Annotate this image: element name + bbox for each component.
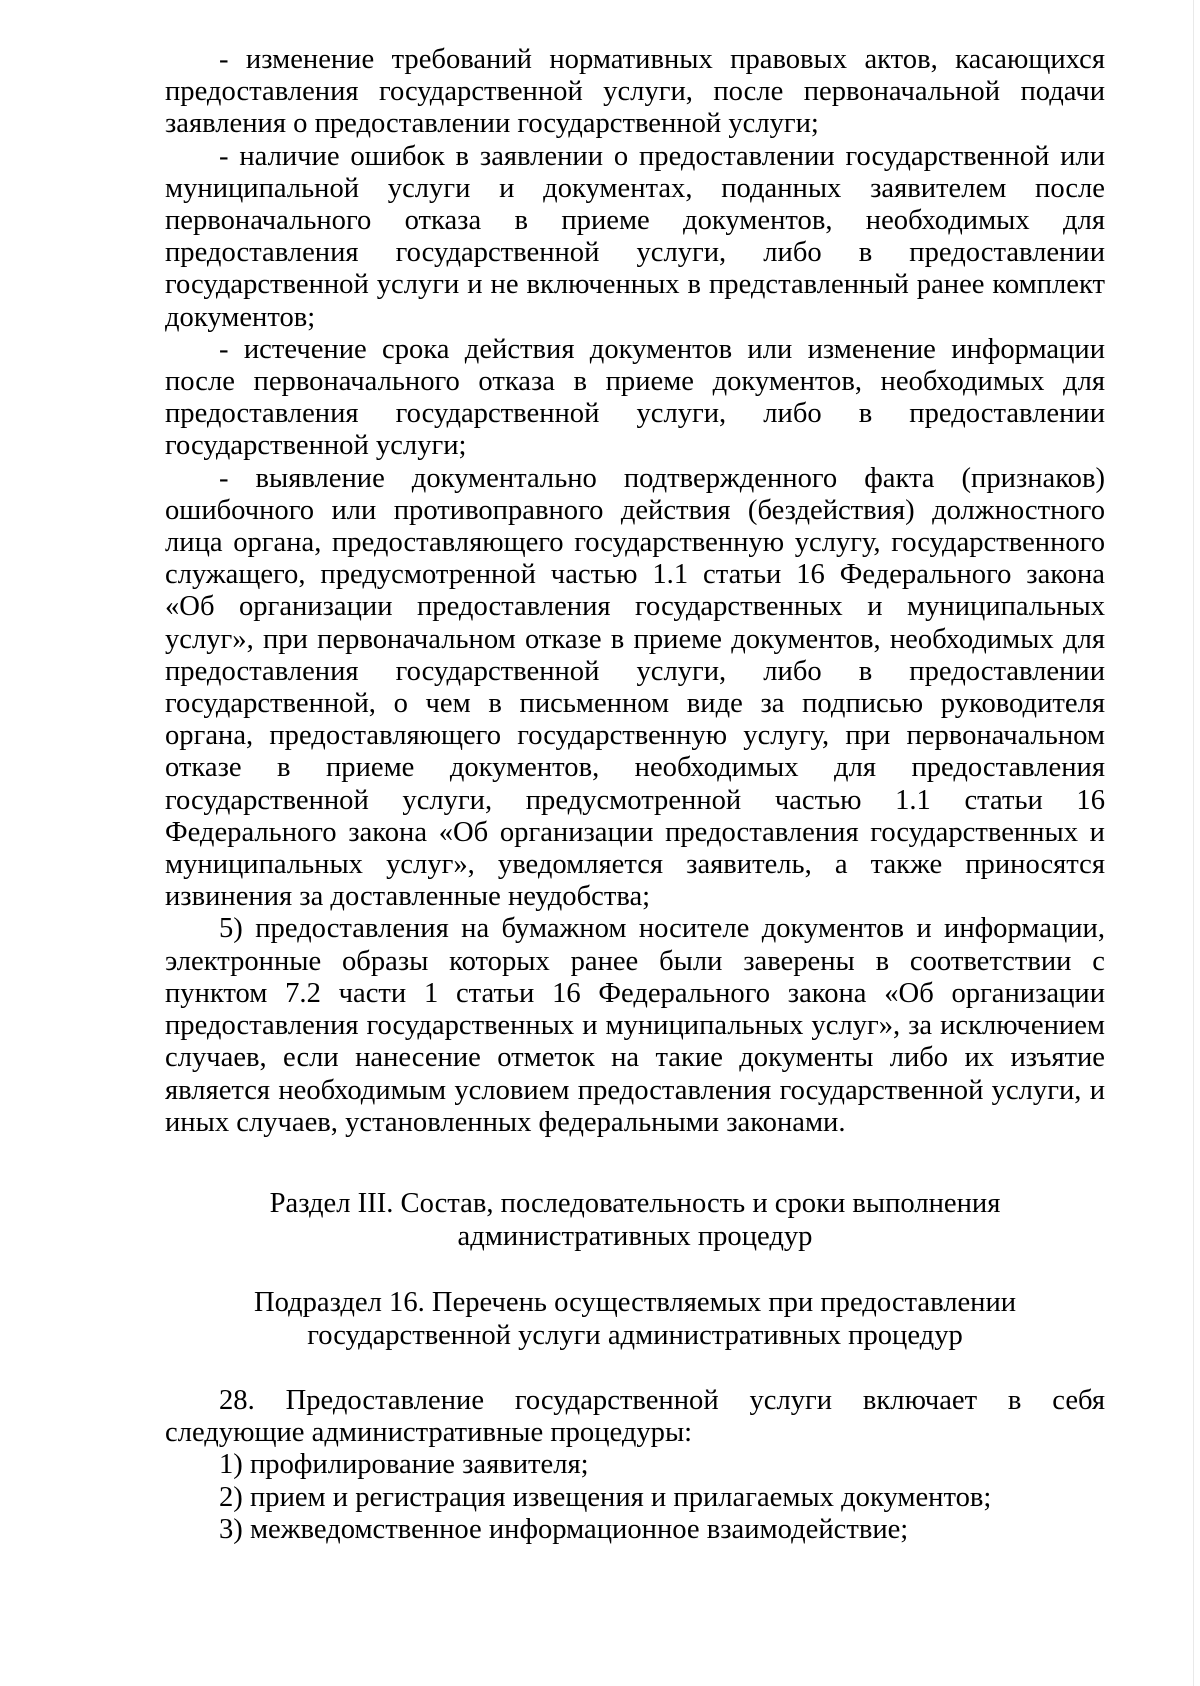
procedure-item: 3) межведомственное информационное взаимодействие;	[219, 1513, 909, 1545]
section-heading-line1: Раздел III. Состав, последовательность и сроки выполнения	[269, 1188, 1001, 1219]
section-heading	[165, 1187, 1105, 1253]
document-body	[165, 44, 1105, 1139]
paragraph-requirements-change: - изменение требований нормативных правовых актов, касающихся предоставления государственной услуги, после первоначальной подачи заявления о предоставлении государственной услуги;	[165, 44, 1105, 140]
procedures-block	[165, 1385, 1105, 1546]
procedure-item: 2) прием и регистрация извещения и прилагаемых документов;	[219, 1481, 992, 1513]
paragraph-item-5: 5) предоставления на бумажном носителе документов и информации, электронные образы которых ранее были заверены в соответствии с пунктом 7.2 части 1 статьи 16 Федерального закона «Об организации предоставления государственных и муниципальных услуг», за исключением случаев, если нанесение отметок на такие документы либо их изъятие является необходимым условием предоставления государственной услуги, и иных случаев, установленных федеральными законами.	[165, 913, 1105, 1138]
subsection-heading-line1: Подраздел 16. Перечень осуществляемых при предоставлении	[253, 1287, 1017, 1318]
subsection-heading-line2: государственной услуги административных процедур	[307, 1320, 963, 1351]
procedure-item: 1) профилирование заявителя;	[219, 1449, 589, 1481]
clause-28: 28. Предоставление государственной услуги включает в себя следующие административные процедуры:	[165, 1385, 1105, 1449]
paragraph-erroneous-action: - выявление документально подтвержденного факта (признаков) ошибочного или противоправного действия (бездействия) должностного лица органа, предоставляющего государственную услугу, государственного служащего, предусмотренной частью 1.1 статьи 16 Федерального закона «Об организации предоставления государственных и муниципальных услуг», при первоначальном отказе в приеме документов, необходимых для предоставления государственной услуги, либо в предоставлении государственной, о чем в письменном виде за подписью руководителя органа, предоставляющего государственную услугу, при первоначальном отказе в приеме документов, необходимых для предоставления государственной услуги, предусмотренной частью 1.1 статьи 16 Федерального закона «Об организации предоставления государственных и муниципальных услуг», уведомляется заявитель, а также приносятся извинения за доставленные неудобства;	[165, 462, 1105, 913]
subsection-heading	[165, 1286, 1105, 1352]
section-heading-line2: административных процедур	[457, 1221, 813, 1252]
paragraph-application-errors: - наличие ошибок в заявлении о предоставлении государственной или муниципальной услуги и документах, поданных заявителем после первоначального отказа в приеме документов, необходимых для предоставления государственной услуги, либо в предоставлении государственной услуги и не включенных в представленный ранее комплект документов;	[165, 140, 1105, 333]
page-edge	[1193, 0, 1194, 1686]
paragraph-document-expiry: - истечение срока действия документов или изменение информации после первоначального отказа в приеме документов, необходимых для предоставления государственной услуги, либо в предоставлении государственной услуги;	[165, 333, 1105, 462]
